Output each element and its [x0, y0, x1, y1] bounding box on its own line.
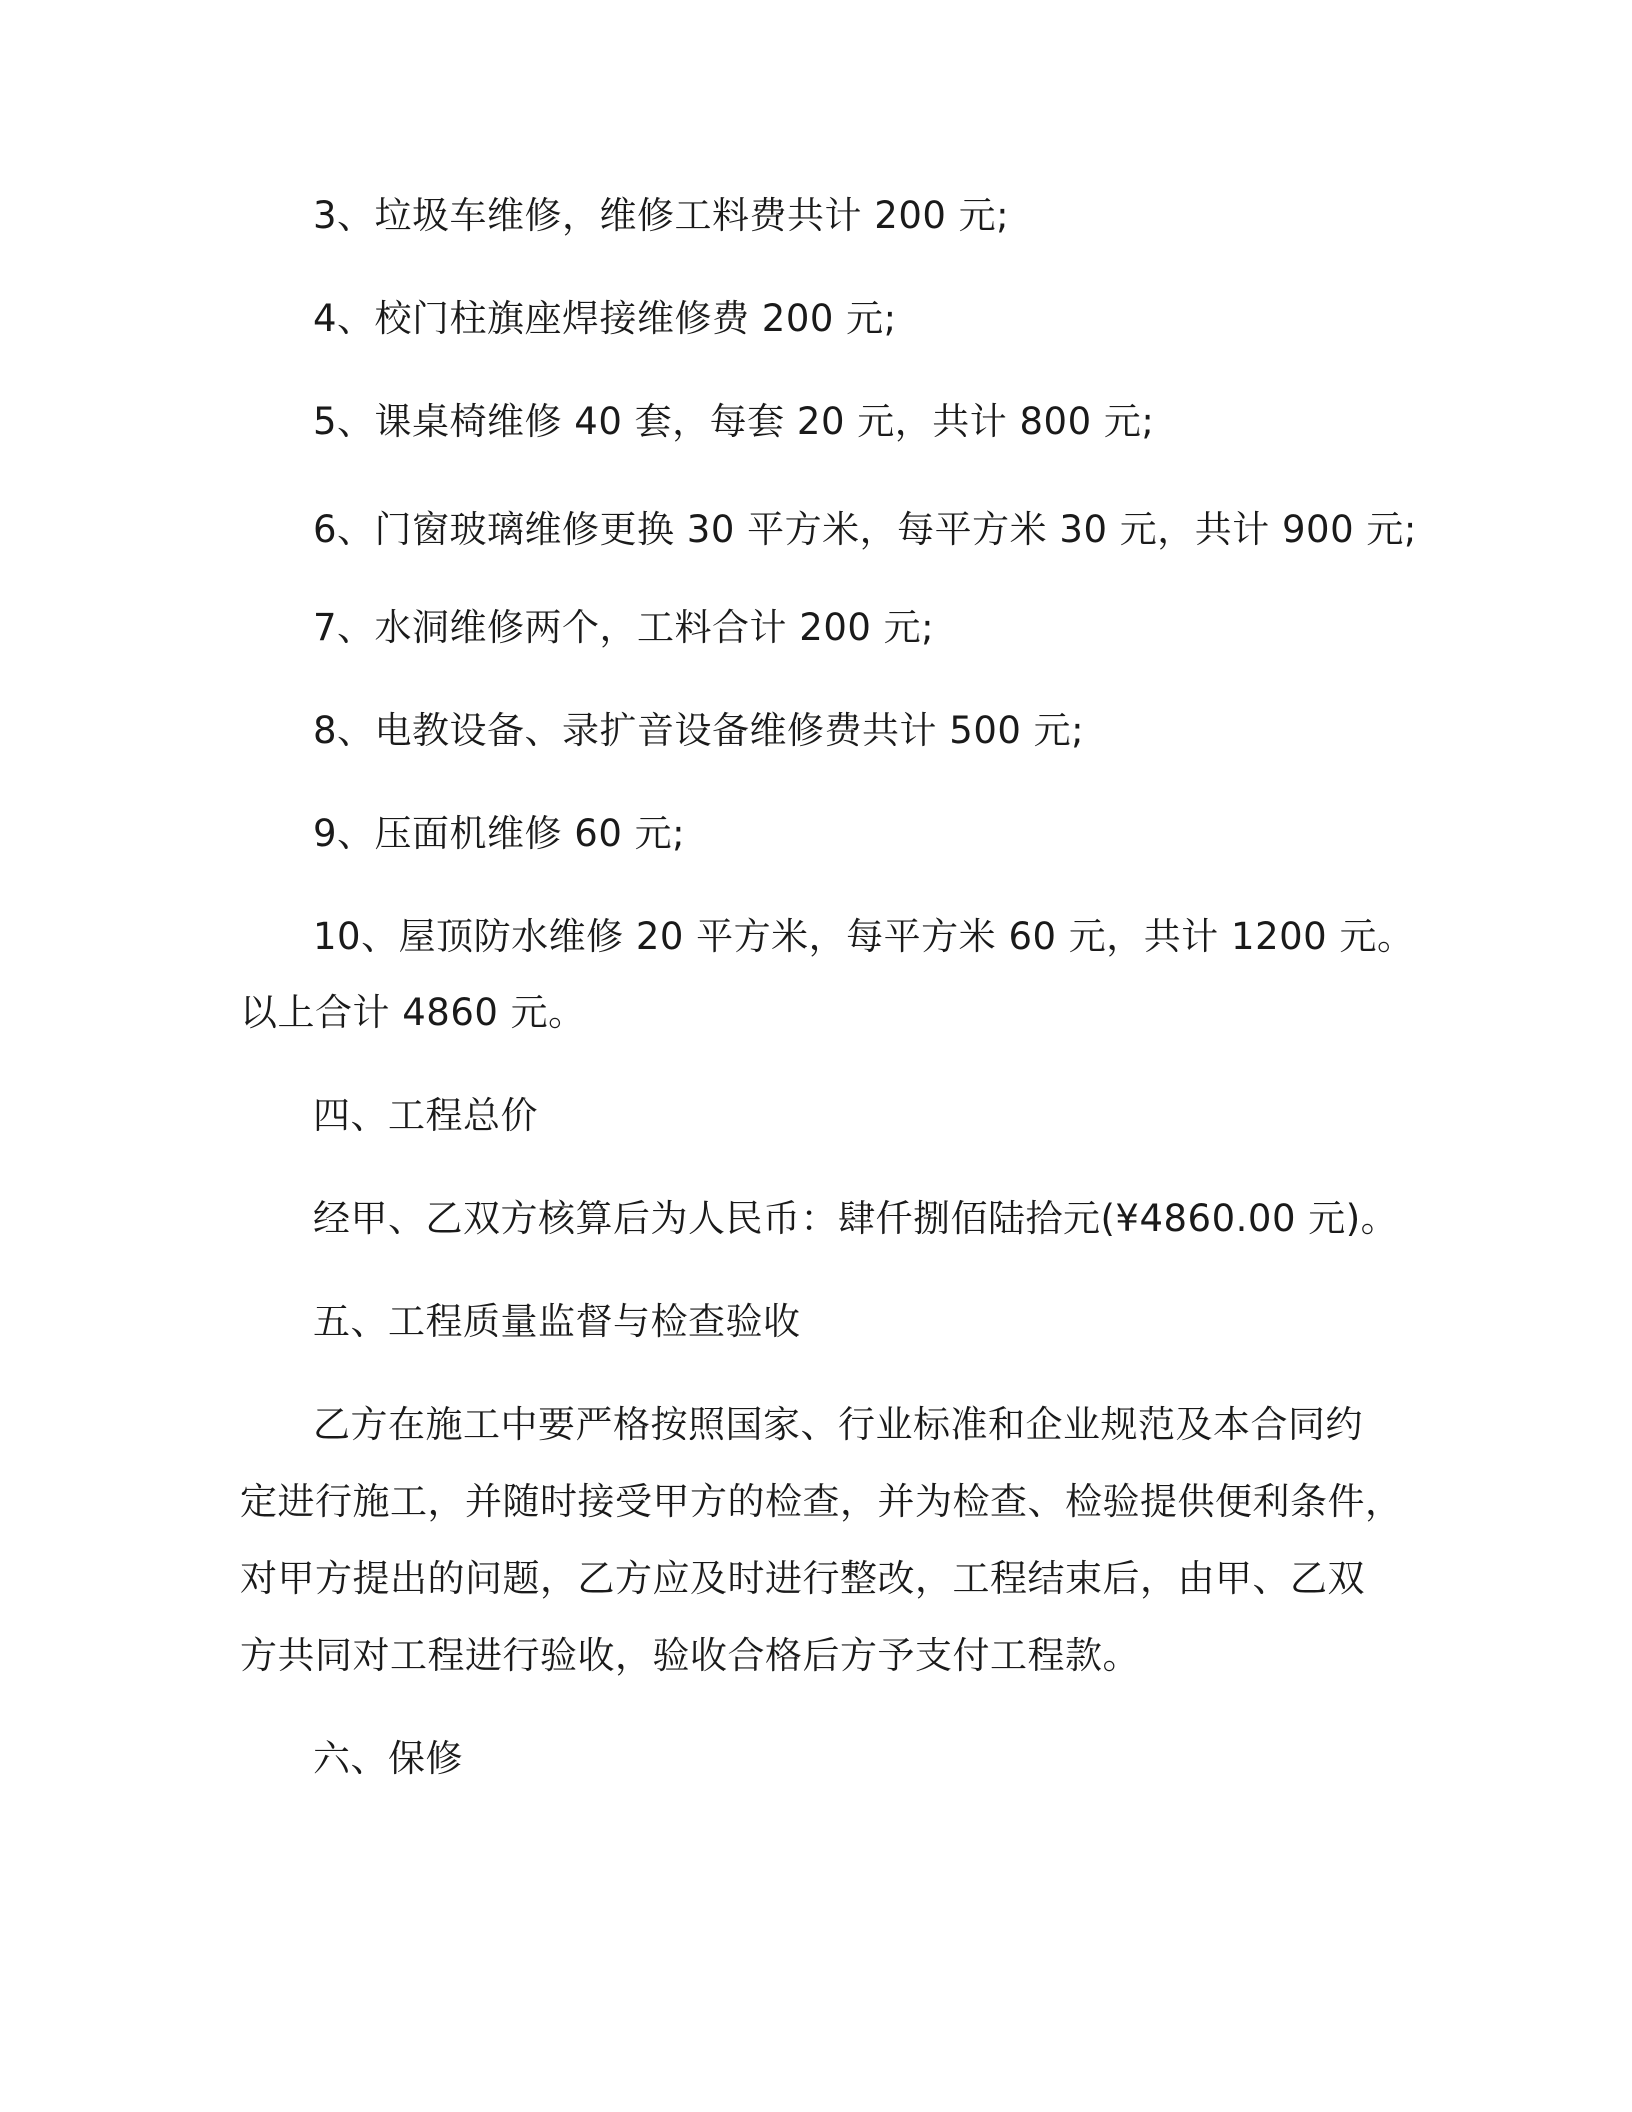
- list-item-4: 4、校门柱旗座焊接维修费 200 元;: [313, 297, 897, 340]
- section-5-line-4: 方共同对工程进行验收，验收合格后方予支付工程款。: [240, 1634, 1140, 1677]
- section-6-heading: 六、保修: [313, 1737, 463, 1780]
- section-4-body: 经甲、乙双方核算后为人民币：肆仟捌佰陆拾元(¥4860.00 元)。: [313, 1197, 1399, 1240]
- list-item-8: 8、电教设备、录扩音设备维修费共计 500 元;: [313, 709, 1085, 752]
- list-item-9: 9、压面机维修 60 元;: [313, 812, 686, 855]
- section-5-line-3: 对甲方提出的问题，乙方应及时进行整改，工程结束后，由甲、乙双: [240, 1557, 1365, 1600]
- section-5-heading: 五、工程质量监督与检查验收: [313, 1300, 801, 1343]
- section-4-heading: 四、工程总价: [313, 1094, 538, 1137]
- list-item-6: 6、门窗玻璃维修更换 30 平方米，每平方米 30 元，共计 900 元;: [313, 508, 1417, 551]
- list-item-7: 7、水洞维修两个，工料合计 200 元;: [313, 606, 935, 649]
- section-5-line-1: 乙方在施工中要严格按照国家、行业标准和企业规范及本合同约: [313, 1403, 1363, 1446]
- section-5-line-2: 定进行施工，并随时接受甲方的检查，并为检查、检验提供便利条件，: [240, 1480, 1403, 1523]
- list-item-5: 5、课桌椅维修 40 套，每套 20 元，共计 800 元;: [313, 400, 1155, 443]
- list-item-10: 10、屋顶防水维修 20 平方米，每平方米 60 元，共计 1200 元。: [313, 915, 1415, 958]
- subtotal-line: 以上合计 4860 元。: [240, 991, 586, 1034]
- list-item-3: 3、垃圾车维修，维修工料费共计 200 元;: [313, 194, 1010, 237]
